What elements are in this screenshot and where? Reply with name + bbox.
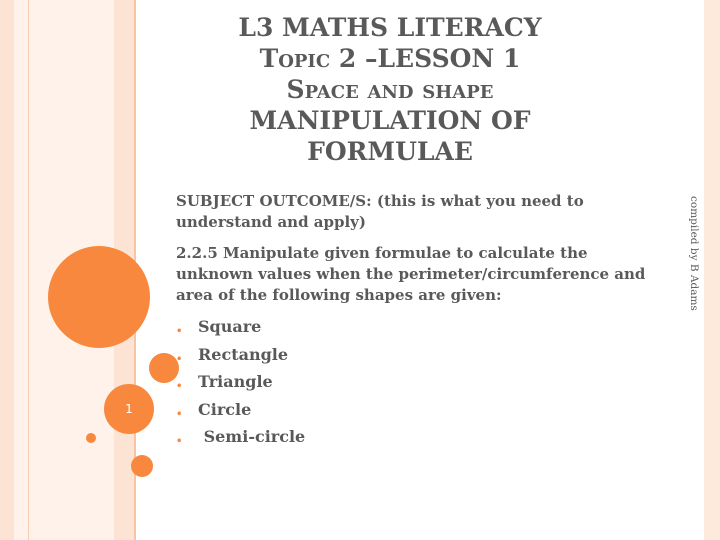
outcome-text: 2.2.5 Manipulate given formulae to calculate the unknown values when the perimeter/circumference and area of the following shapes are given: bbox=[176, 244, 646, 304]
bullet-icon: • bbox=[176, 326, 183, 337]
bullet-icon: • bbox=[176, 381, 183, 392]
list-item bbox=[176, 344, 656, 372]
shape-label: Triangle bbox=[198, 372, 273, 391]
decor-circle-medium bbox=[149, 353, 179, 383]
left-band bbox=[0, 0, 14, 540]
slide-title bbox=[190, 12, 590, 167]
shape-label: Rectangle bbox=[198, 344, 289, 364]
title-line-2: Topic 2 –LESSON 1 bbox=[259, 44, 521, 73]
title-line-4: MANIPULATION OF bbox=[249, 106, 531, 135]
shape-list bbox=[176, 316, 656, 454]
shape-label: Semi-circle bbox=[198, 427, 306, 446]
side-note: compiled by B Adams bbox=[688, 196, 700, 311]
slide-number-badge bbox=[104, 384, 154, 434]
bullet-icon: • bbox=[176, 408, 183, 420]
shape-label: Square bbox=[198, 317, 262, 336]
shape-label: Circle bbox=[198, 399, 252, 419]
vertical-rule bbox=[28, 0, 29, 540]
list-item bbox=[176, 399, 656, 427]
slide-body bbox=[176, 191, 656, 454]
decor-circle-small bbox=[131, 455, 153, 477]
decor-circle-tiny bbox=[86, 433, 96, 443]
list-item bbox=[176, 316, 656, 344]
slide-number: 1 bbox=[125, 402, 133, 416]
list-item bbox=[176, 426, 656, 454]
bullet-icon: • bbox=[176, 436, 183, 447]
title-line-1: L3 MATHS LITERACY bbox=[238, 13, 542, 42]
decor-circle-large bbox=[48, 246, 150, 348]
bullet-icon: • bbox=[176, 353, 183, 365]
title-line-5: FORMULAE bbox=[307, 137, 473, 166]
title-line-3: Space and shape bbox=[286, 75, 494, 104]
outcome-heading: SUBJECT OUTCOME/S: (this is what you need to understand and apply) bbox=[176, 192, 584, 231]
right-band bbox=[704, 0, 720, 540]
list-item bbox=[176, 371, 656, 399]
